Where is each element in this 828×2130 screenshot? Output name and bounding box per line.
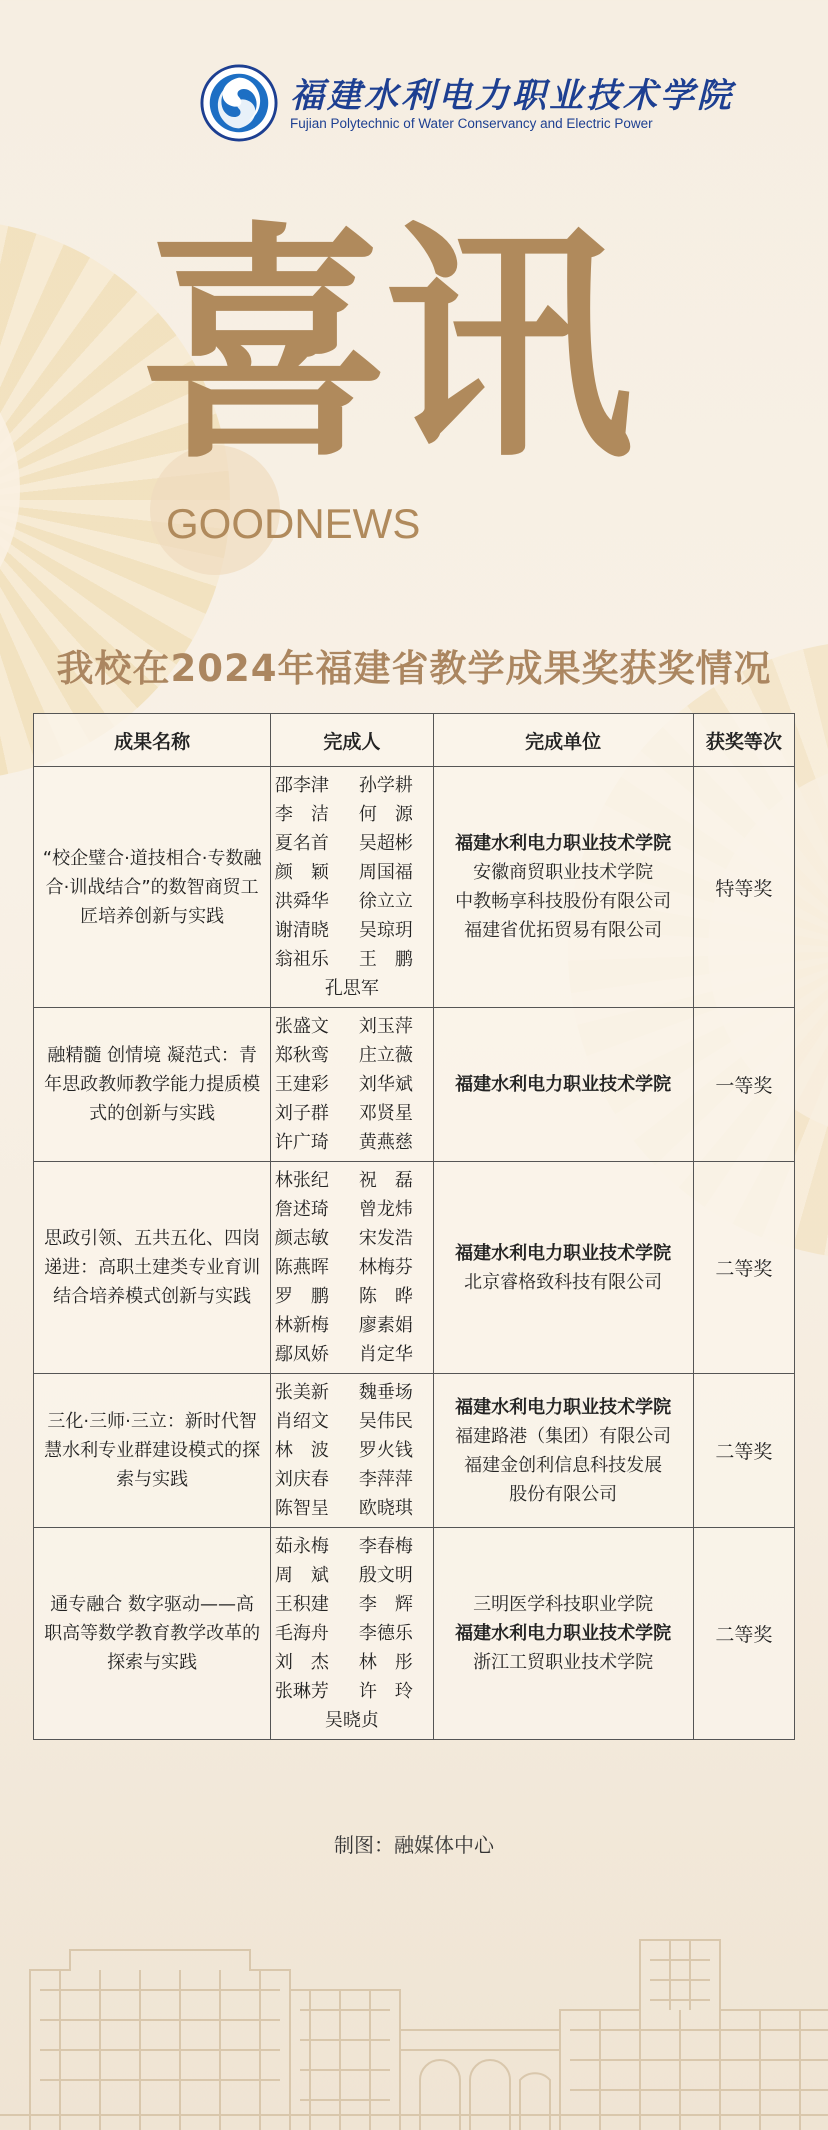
unit-name: 安徽商贸职业技术学院: [473, 862, 654, 883]
participant-name: 王积建: [274, 1594, 329, 1615]
participant-name: 吴晓贞: [324, 1710, 379, 1731]
participant-name: 张琳芳: [274, 1681, 329, 1702]
participant-name: 洪舜华: [274, 891, 329, 912]
unit-name: 福建水利电力职业技术学院: [455, 1623, 672, 1644]
achievement-name: “校企璧合·道技相合·专数融合·训战结合”的数智商贸工匠培养创新与实践: [34, 767, 271, 1008]
participant-name: 刘庆春: [274, 1469, 329, 1490]
participants-cell: [271, 767, 433, 1008]
participant-name: 廖素娟: [358, 1315, 413, 1336]
participant-name: 鄢凤娇: [274, 1344, 329, 1365]
units-cell: [433, 1528, 693, 1740]
unit-name: 浙江工贸职业技术学院: [473, 1652, 654, 1673]
school-name-en: Fujian Polytechnic of Water Conservancy and Electric Power: [290, 116, 653, 131]
participant-name: 李萍萍: [358, 1469, 413, 1490]
participant-name: 何 源: [358, 804, 413, 825]
participant-name: 邓贤星: [358, 1103, 413, 1124]
participant-name: 黄燕慈: [358, 1132, 413, 1153]
participant-name: 陈燕晖: [274, 1257, 329, 1278]
participant-name: 陈 晔: [358, 1286, 413, 1307]
participant-name: 魏垂场: [358, 1382, 413, 1403]
table-row: [34, 1374, 795, 1528]
unit-name: 福建水利电力职业技术学院: [455, 833, 672, 854]
unit-name: 福建水利电力职业技术学院: [455, 1242, 672, 1264]
headline: 我校在2024年福建省教学成果奖获奖情况: [56, 647, 772, 690]
buildings-illustration: [0, 1880, 828, 2130]
participant-name: 徐立立: [358, 891, 413, 912]
unit-name: 福建路港（集团）有限公司: [455, 1425, 672, 1447]
unit-name: 中教畅享科技股份有限公司: [455, 891, 672, 912]
participant-name: 陈智呈: [274, 1498, 329, 1519]
award-grade: 二等奖: [693, 1374, 794, 1528]
participants-list: [271, 1378, 432, 1523]
participant-name: 翁祖乐: [274, 949, 329, 970]
participant-name: 张美新: [274, 1382, 329, 1403]
achievement-name: 融精髓 创情境 凝范式：青年思政教师教学能力提质模式的创新与实践: [34, 1008, 271, 1162]
participant-name: 殷文明: [358, 1565, 413, 1586]
award-grade: 一等奖: [693, 1008, 794, 1162]
participant-name: 郑秋鸾: [274, 1045, 329, 1066]
award-grade: 二等奖: [693, 1162, 794, 1374]
unit-name: 福建水利电力职业技术学院: [455, 1396, 672, 1418]
participant-name: 刘子群: [274, 1103, 329, 1124]
award-grade: 二等奖: [693, 1528, 794, 1740]
table-row: [34, 1008, 795, 1162]
participant-name: 肖定华: [358, 1344, 413, 1365]
table-row: [34, 1528, 795, 1740]
participant-name: 王建彩: [274, 1074, 329, 1095]
participant-name: 毛海舟: [274, 1623, 329, 1644]
participant-name: 许 玲: [358, 1681, 413, 1702]
school-logo-icon: [200, 64, 278, 142]
participant-name: 李春梅: [358, 1536, 413, 1557]
participants-list: [271, 1012, 432, 1157]
participant-name: 吴伟民: [358, 1411, 413, 1432]
table-row: [34, 767, 795, 1008]
award-grade: 特等奖: [693, 767, 794, 1008]
hero-subtitle: GOODNEWS: [166, 500, 421, 547]
table-body: [34, 767, 795, 1740]
unit-name: 福建水利电力职业技术学院: [455, 1074, 672, 1095]
participant-name: 张盛文: [274, 1016, 329, 1037]
unit-name: 福建金创利信息科技发展: [464, 1454, 663, 1476]
units-cell: [433, 1162, 693, 1374]
participant-name: 周国福: [358, 862, 413, 883]
participant-name: 林新梅: [274, 1315, 329, 1336]
unit-name: 北京睿格致科技有限公司: [464, 1271, 663, 1293]
participant-name: 祝 磊: [358, 1170, 413, 1191]
participant-name: 林梅芬: [358, 1257, 413, 1278]
awards-table: [33, 713, 795, 1740]
units-cell: [433, 1008, 693, 1162]
participant-name: 吴琼玥: [358, 920, 413, 941]
participant-name: 曾龙炜: [358, 1199, 413, 1220]
units-cell: [433, 767, 693, 1008]
participant-name: 林 彤: [358, 1652, 413, 1673]
participant-name: 肖绍文: [274, 1411, 329, 1432]
header-name: 成果名称: [34, 714, 271, 767]
participants-cell: [271, 1162, 433, 1374]
participants-cell: [271, 1528, 433, 1740]
header-units: 完成单位: [433, 714, 693, 767]
unit-name: 股份有限公司: [509, 1483, 618, 1505]
school-header: [0, 60, 828, 150]
participant-name: 周 斌: [274, 1565, 329, 1586]
participant-name: 刘玉萍: [358, 1016, 413, 1037]
participant-name: 刘华斌: [358, 1074, 413, 1095]
header-grade: 获奖等次: [693, 714, 794, 767]
participant-name: 茹永梅: [274, 1536, 329, 1557]
achievement-name: 通专融合 数字驱动——高职高等数学教育教学改革的探索与实践: [34, 1528, 271, 1740]
participant-name: 庄立薇: [358, 1045, 413, 1066]
participant-name: 颜 颖: [274, 862, 329, 883]
table-header-row: [34, 714, 795, 767]
participants-list: [271, 1166, 432, 1369]
participant-name: 欧晓琪: [358, 1498, 413, 1519]
units-cell: [433, 1374, 693, 1528]
achievement-name: 三化·三师·三立：新时代智慧水利专业群建设模式的探索与实践: [34, 1374, 271, 1528]
participant-name: 宋发浩: [358, 1228, 413, 1249]
header-people: 完成人: [271, 714, 433, 767]
participant-name: 谢清晓: [274, 920, 329, 941]
participant-name: 刘 杰: [274, 1652, 329, 1673]
participant-name: 罗 鹏: [274, 1286, 329, 1307]
participant-name: 吴超彬: [358, 833, 413, 854]
participants-list: [271, 1532, 432, 1735]
participant-name: 林张纪: [274, 1170, 329, 1191]
table-row: [34, 1162, 795, 1374]
participant-name: 詹述琦: [274, 1199, 329, 1220]
participant-name: 许广琦: [274, 1132, 329, 1153]
participant-name: 夏名首: [274, 833, 329, 854]
unit-name: 福建省优拓贸易有限公司: [464, 920, 663, 941]
participant-name: 罗火钱: [358, 1440, 413, 1461]
unit-name: 三明医学科技职业学院: [473, 1594, 654, 1615]
participant-name: 孔思军: [324, 978, 379, 999]
participants-cell: [271, 1374, 433, 1528]
school-name-cn: 福建水利电力职业技术学院: [290, 76, 734, 116]
participant-name: 林 波: [274, 1440, 329, 1461]
achievement-name: 思政引领、五共五化、四岗递进：高职土建类专业育训结合培养模式创新与实践: [34, 1162, 271, 1374]
participants-list: [271, 771, 432, 1003]
participant-name: 邵李津: [274, 775, 329, 796]
participant-name: 颜志敏: [274, 1228, 329, 1249]
participant-name: 李德乐: [358, 1623, 413, 1644]
participant-name: 李 洁: [274, 804, 329, 825]
participant-name: 王 鹏: [358, 949, 413, 970]
participants-cell: [271, 1008, 433, 1162]
participant-name: 孙学耕: [358, 775, 413, 796]
hero-title: 喜讯: [140, 198, 628, 492]
credit-line: 制图：融媒体中心: [334, 1833, 494, 1857]
participant-name: 李 辉: [358, 1594, 413, 1615]
